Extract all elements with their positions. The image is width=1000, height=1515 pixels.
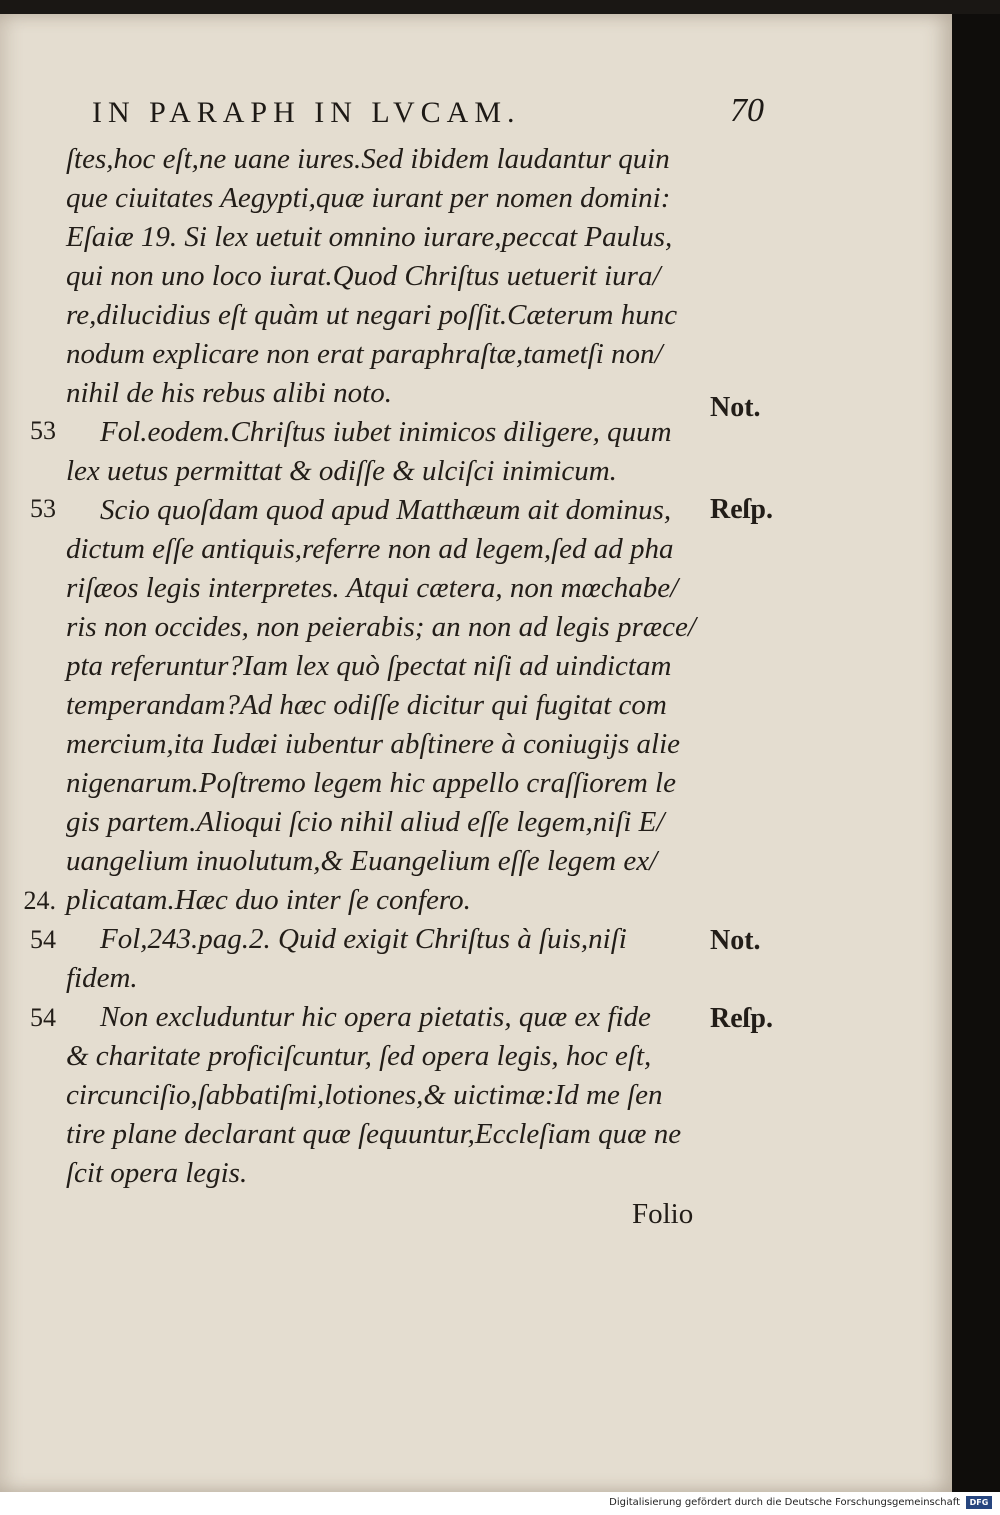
text-line: mercium,ita Iudæi iubentur abſtinere à coniugijs alie: [66, 728, 681, 760]
margin-number: 53: [30, 416, 56, 445]
text-line: nihil de his rebus alibi noto.: [66, 377, 392, 409]
margin-number: 54: [30, 925, 56, 954]
text-line: dictum eſſe antiquis,referre non ad legem,ſed ad pha: [66, 533, 674, 565]
page-number: 70: [730, 92, 764, 129]
text-line: que ciuitates Aegypti,quæ iurant per nomen domini:: [66, 182, 671, 214]
text-line: Non excluduntur hic opera pietatis, quæ ex fide: [100, 1001, 651, 1033]
text-line: ſtes,hoc eſt,ne uane iures.Sed ibidem laudantur quin: [66, 143, 670, 175]
text-line: Fol,243.pag.2. Quid exigit Chriſtus à ſuis,niſi: [100, 923, 627, 955]
text-line: nodum explicare non erat paraphraſtæ,tametſi non/: [66, 338, 663, 370]
text-line: gis partem.Alioqui ſcio nihil aliud eſſe legem,niſi E/: [66, 806, 665, 838]
margin-note-not: Not.: [710, 925, 761, 956]
footer-credit: Digitalisierung gefördert durch die Deutsche Forschungsgemeinschaft: [609, 1497, 960, 1508]
text-line: fidem.: [66, 962, 138, 994]
text-line: Eſaiæ 19. Si lex uetuit omnino iurare,peccat Paulus,: [66, 221, 673, 253]
text-line: lex uetus permittat & odiſſe & ulciſci inimicum.: [66, 455, 617, 487]
text-line: ſcit opera legis.: [66, 1157, 248, 1189]
text-line: tire plane declarant quæ ſequuntur,Eccleſiam quæ ne: [66, 1118, 682, 1150]
text-line: plicatam.Hæc duo inter ſe confero.: [66, 884, 471, 916]
text-line: nigenarum.Poſtremo legem hic appello craſſiorem le: [66, 767, 676, 799]
text-line: re,dilucidius eſt quàm ut negari poſſit.Cæterum hunc: [66, 299, 678, 331]
catchword: Folio: [632, 1198, 694, 1230]
margin-note-resp: Reſp.: [710, 1003, 773, 1034]
margin-number: 24.: [23, 886, 56, 915]
text-line: circunciſio,ſabbatiſmi,lotiones,& uictimæ:Id me ſen: [66, 1079, 663, 1111]
dfg-logo-icon: DFG: [966, 1496, 992, 1509]
scan-border: [952, 14, 1000, 1492]
margin-note-resp: Reſp.: [710, 494, 773, 525]
footer-bar: [0, 1492, 1000, 1515]
text-line: uangelium inuolutum,& Euangelium eſſe legem ex/: [66, 845, 658, 877]
margin-number: 53: [30, 494, 56, 523]
margin-note-not: Not.: [710, 392, 761, 423]
text-line: temperandam?Ad hæc odiſſe dicitur qui fugitat com: [66, 689, 667, 721]
text-line: & charitate proficiſcuntur, ſed opera legis, hoc eſt,: [66, 1040, 652, 1072]
text-line: ris non occides, non peierabis; an non ad legis præce/: [66, 611, 696, 643]
text-line: Fol.eodem.Chriſtus iubet inimicos diligere, quum: [100, 416, 672, 448]
running-head: IN PARAPH IN LVCAM.: [92, 96, 521, 129]
text-line: pta referuntur?Iam lex quò ſpectat niſi ad uindictam: [66, 650, 672, 682]
text-line: Scio quoſdam quod apud Matthæum ait dominus,: [100, 494, 672, 526]
margin-number: 54: [30, 1003, 56, 1032]
text-line: riſæos legis interpretes. Atqui cætera, non mœchabe/: [66, 572, 679, 604]
text-line: qui non uno loco iurat.Quod Chriſtus uetuerit iura/: [66, 260, 661, 292]
